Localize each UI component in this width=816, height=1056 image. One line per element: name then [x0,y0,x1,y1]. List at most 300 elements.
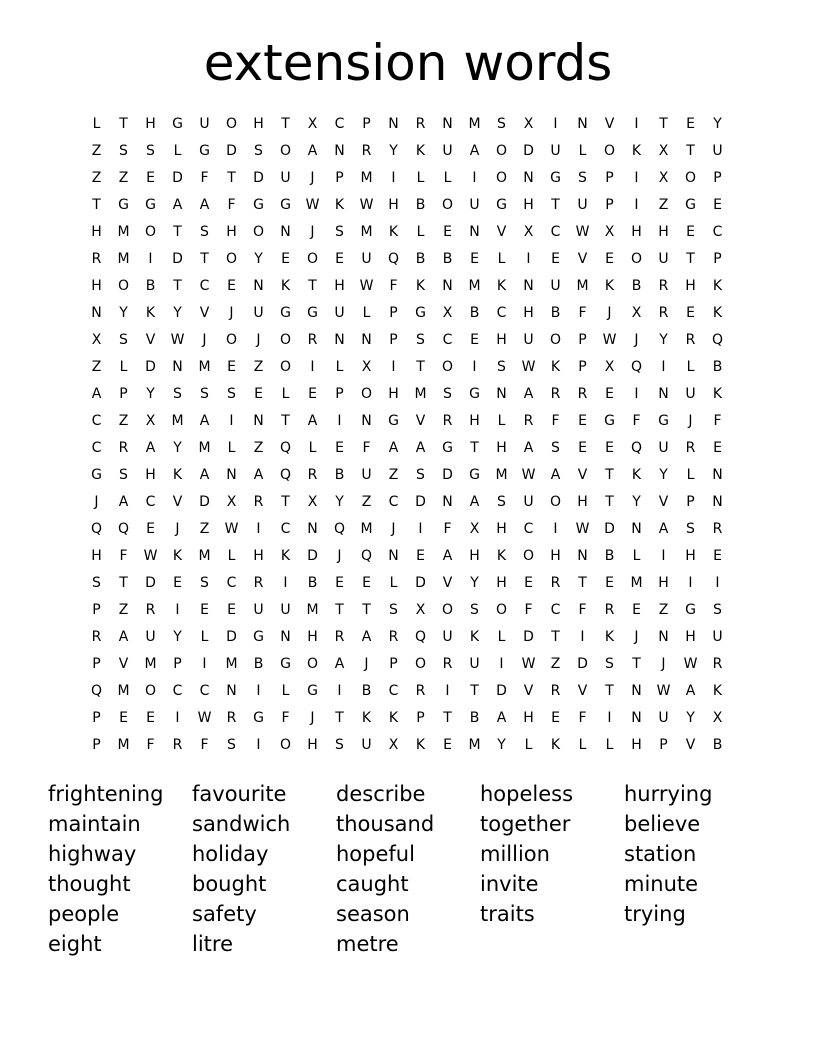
grid-letter: U [685,386,696,402]
grid-letter: L [335,359,344,375]
grid-letter: T [119,116,128,132]
grid-letter: L [605,737,614,753]
grid-letter: S [389,602,398,618]
grid-letter: R [577,386,588,402]
grid-letter: J [661,656,666,672]
word-list-item: bought [192,872,267,896]
grid-letter: T [173,224,182,240]
grid-letter: N [388,116,399,132]
grid-row [83,300,731,327]
grid-letter: G [280,305,291,321]
grid-letter: U [253,305,264,321]
grid-letter: L [497,251,506,267]
grid-letter: J [634,332,639,348]
grid-letter: L [497,413,506,429]
grid-letter: M [171,413,184,429]
grid-letter: X [658,170,669,186]
word-list-item: maintain [48,812,141,836]
grid-letter: G [145,197,156,213]
grid-letter: P [389,656,398,672]
word-list-item: eight [48,932,102,956]
grid-letter: F [443,521,452,537]
grid-letter: I [661,359,666,375]
grid-letter: O [225,251,238,267]
grid-letter: O [441,197,454,213]
grid-letter: C [145,494,156,510]
grid-letter: T [605,494,614,510]
grid-letter: D [523,143,534,159]
grid-letter: R [307,332,318,348]
grid-letter: N [361,332,372,348]
grid-letter: M [117,251,130,267]
word-list-item: station [624,842,697,866]
grid-letter: S [119,467,128,483]
grid-letter: M [117,224,130,240]
grid-letter: W [521,656,536,672]
word-list-item: traits [480,902,535,926]
grid-letter: L [173,143,182,159]
grid-letter: E [470,251,479,267]
word-list-item: season [336,902,410,926]
grid-letter: Q [90,683,103,699]
grid-letter: X [658,143,669,159]
grid-letter: A [523,440,534,456]
grid-letter: G [118,197,129,213]
page-title: extension words [203,34,613,92]
grid-row [83,408,731,435]
grid-letter: D [496,683,507,699]
grid-letter: I [202,656,207,672]
grid-letter: U [280,170,291,186]
grid-letter: Y [173,440,182,456]
grid-letter: F [713,413,722,429]
grid-letter: J [634,629,639,645]
grid-letter: I [553,521,558,537]
grid-letter: M [468,116,481,132]
grid-letter: F [632,413,641,429]
grid-letter: K [604,629,615,645]
grid-letter: E [551,710,560,726]
grid-letter: H [91,224,102,240]
grid-letter: N [334,143,345,159]
grid-letter: T [362,602,371,618]
word-list-item: hopeless [480,782,574,806]
grid-letter: S [497,494,506,510]
grid-letter: W [575,224,590,240]
grid-letter: T [281,413,290,429]
grid-letter: H [631,224,642,240]
word-list-item: metre [336,932,399,956]
grid-letter: Q [414,629,427,645]
grid-letter: V [118,656,129,672]
grid-letter: U [523,332,534,348]
grid-letter: W [170,332,185,348]
grid-letter: S [119,143,128,159]
grid-letter: B [604,548,615,564]
grid-letter: I [337,683,342,699]
grid-letter: Z [253,359,264,375]
grid-letter: E [254,386,263,402]
grid-letter: G [199,143,210,159]
grid-letter: E [200,602,209,618]
grid-letter: R [361,143,372,159]
grid-row [83,381,731,408]
grid-letter: E [281,251,290,267]
grid-letter: L [686,359,695,375]
grid-letter: I [175,602,180,618]
grid-letter: D [523,629,534,645]
grid-letter: L [200,629,209,645]
grid-letter: H [91,278,102,294]
grid-letter: E [578,413,587,429]
grid-letter: B [334,467,345,483]
grid-letter: H [388,197,399,213]
grid-row [83,219,731,246]
grid-letter: V [685,737,696,753]
grid-letter: K [415,278,426,294]
grid-letter: M [630,575,643,591]
grid-letter: L [119,359,128,375]
grid-letter: K [280,278,291,294]
grid-letter: H [523,197,534,213]
word-list-item: hurrying [624,782,713,806]
grid-letter: S [605,656,614,672]
grid-letter: S [200,224,209,240]
grid-letter: I [229,413,234,429]
grid-letter: E [335,251,344,267]
grid-letter: X [307,116,318,132]
grid-letter: N [442,116,453,132]
grid-letter: K [496,278,507,294]
grid-letter: P [173,656,182,672]
grid-letter: U [550,143,561,159]
grid-letter: E [173,575,182,591]
grid-letter: B [469,305,480,321]
grid-letter: C [496,305,507,321]
grid-letter: X [631,305,642,321]
grid-letter: M [198,359,211,375]
grid-letter: O [279,332,292,348]
grid-row [83,678,731,705]
grid-letter: U [658,710,669,726]
grid-letter: S [200,575,209,591]
word-list-item: people [48,902,120,926]
word-list-item: minute [624,872,699,896]
grid-letter: H [469,548,480,564]
grid-letter: P [605,170,614,186]
grid-letter: E [335,440,344,456]
word-list-item: sandwich [192,812,291,836]
grid-letter: T [335,710,344,726]
grid-letter: N [91,305,102,321]
grid-letter: V [496,224,507,240]
grid-letter: Q [387,251,400,267]
grid-letter: L [416,224,425,240]
grid-letter: I [634,386,639,402]
grid-letter: E [524,575,533,591]
grid-letter: K [361,710,372,726]
grid-letter: U [577,197,588,213]
grid-letter: Z [118,602,129,618]
grid-letter: H [658,224,669,240]
grid-letter: I [175,710,180,726]
grid-letter: Q [279,440,292,456]
grid-letter: T [605,467,614,483]
grid-letter: N [334,332,345,348]
grid-letter: N [361,413,372,429]
grid-letter: Y [335,494,344,510]
grid-letter: D [415,575,426,591]
grid-letter: J [229,305,234,321]
grid-letter: R [415,683,426,699]
grid-row [83,165,731,192]
grid-letter: N [226,467,237,483]
grid-letter: E [146,521,155,537]
grid-letter: A [91,386,102,402]
grid-letter: I [634,116,639,132]
grid-letter: S [416,332,425,348]
grid-letter: E [416,548,425,564]
grid-letter: S [227,737,236,753]
grid-letter: T [470,683,479,699]
grid-letter: U [253,602,264,618]
grid-letter: R [523,413,534,429]
grid-letter: X [388,737,399,753]
grid-letter: E [686,116,695,132]
grid-letter: B [361,683,372,699]
word-list [48,779,768,959]
grid-letter: I [526,251,531,267]
grid-letter: K [334,197,345,213]
grid-letter: T [416,359,425,375]
grid-letter: N [577,116,588,132]
grid-letter: W [602,332,617,348]
grid-letter: L [524,737,533,753]
grid-letter: G [253,197,264,213]
grid-letter: S [227,386,236,402]
grid-letter: T [281,116,290,132]
grid-letter: A [253,467,264,483]
grid-letter: H [631,737,642,753]
grid-letter: E [686,305,695,321]
grid-letter: U [550,278,561,294]
grid-letter: F [119,548,128,564]
grid-letter: H [496,332,507,348]
grid-letter: M [306,602,319,618]
grid-letter: A [550,467,561,483]
grid-letter: Y [632,494,641,510]
grid-letter: Z [550,656,561,672]
grid-letter: D [253,170,264,186]
grid-letter: K [712,305,723,321]
grid-letter: K [712,278,723,294]
grid-letter: O [117,278,130,294]
grid-letter: D [226,629,237,645]
grid-letter: H [145,116,156,132]
grid-letter: X [415,602,426,618]
grid-letter: E [308,386,317,402]
grid-letter: N [253,278,264,294]
grid-letter: F [578,305,587,321]
grid-letter: N [658,386,669,402]
grid-letter: M [117,683,130,699]
grid-letter: R [334,629,345,645]
grid-letter: T [173,278,182,294]
grid-letter: G [496,197,507,213]
grid-letter: E [146,170,155,186]
grid-row [83,246,731,273]
grid-letter: T [227,170,236,186]
grid-letter: T [119,575,128,591]
grid-letter: H [496,575,507,591]
grid-letter: W [224,521,239,537]
grid-letter: I [472,170,477,186]
grid-letter: C [226,575,237,591]
grid-letter: H [685,629,696,645]
grid-letter: Z [91,359,102,375]
grid-letter: R [172,737,183,753]
grid-letter: R [658,278,669,294]
grid-letter: P [92,737,101,753]
grid-letter: F [362,440,371,456]
grid-letter: Y [146,386,155,402]
grid-letter: L [497,629,506,645]
grid-letter: R [550,575,561,591]
grid-letter: P [416,710,425,726]
grid-letter: L [92,116,101,132]
grid-letter: X [604,359,615,375]
word-list-item: thousand [336,812,435,836]
grid-letter: D [604,521,615,537]
grid-letter: Y [119,305,128,321]
grid-letter: D [577,656,588,672]
grid-letter: A [415,440,426,456]
grid-letter: J [256,332,261,348]
grid-row [83,570,731,597]
word-list-item: thought [48,872,131,896]
grid-letter: O [279,143,292,159]
grid-letter: R [442,656,453,672]
grid-letter: E [443,737,452,753]
grid-letter: L [281,386,290,402]
grid-letter: S [497,116,506,132]
grid-letter: S [497,359,506,375]
grid-letter: Y [713,116,722,132]
grid-letter: X [604,224,615,240]
grid-letter: H [685,548,696,564]
grid-letter: H [307,737,318,753]
grid-letter: B [415,251,426,267]
grid-letter: S [200,386,209,402]
word-list-item: describe [336,782,426,806]
grid-letter: L [362,305,371,321]
grid-letter: O [279,737,292,753]
grid-letter: N [577,548,588,564]
grid-letter: J [310,224,315,240]
grid-letter: Y [497,737,506,753]
grid-letter: F [389,278,398,294]
grid-letter: M [117,737,130,753]
grid-letter: Y [659,467,668,483]
grid-letter: E [227,278,236,294]
grid-letter: T [200,251,209,267]
grid-letter: D [172,251,183,267]
grid-letter: K [496,548,507,564]
grid-letter: F [578,710,587,726]
grid-letter: B [307,575,318,591]
grid-letter: R [685,332,696,348]
grid-letter: D [145,575,156,591]
grid-letter: O [441,359,454,375]
grid-letter: M [468,737,481,753]
grid-letter: J [391,521,396,537]
grid-letter: K [415,737,426,753]
grid-letter: S [443,386,452,402]
grid-letter: H [253,116,264,132]
grid-letter: R [388,629,399,645]
grid-letter: T [92,197,101,213]
grid-letter: Q [279,467,292,483]
grid-letter: P [335,170,344,186]
grid-letter: O [522,548,535,564]
grid-letter: E [227,359,236,375]
grid-letter: G [91,467,102,483]
grid-letter: X [361,359,372,375]
grid-row [83,462,731,489]
grid-letter: P [686,494,695,510]
grid-letter: D [226,143,237,159]
grid-letter: U [442,629,453,645]
grid-letter: O [630,251,643,267]
grid-letter: N [631,521,642,537]
grid-letter: X [442,305,453,321]
grid-letter: R [253,575,264,591]
grid-letter: L [443,170,452,186]
grid-letter: D [415,494,426,510]
grid-letter: Z [118,413,129,429]
grid-letter: G [469,467,480,483]
grid-letter: U [361,737,372,753]
grid-letter: S [713,602,722,618]
grid-letter: O [306,656,319,672]
grid-letter: C [523,521,534,537]
grid-row [83,327,731,354]
grid-letter: K [631,143,642,159]
word-list-column [624,779,768,959]
grid-letter: I [148,251,153,267]
grid-letter: I [688,575,693,591]
word-list-column [192,779,336,959]
grid-letter: H [523,710,534,726]
grid-letter: S [173,386,182,402]
grid-letter: P [92,602,101,618]
grid-letter: W [359,197,374,213]
grid-letter: N [631,683,642,699]
grid-letter: A [361,629,372,645]
grid-letter: S [119,332,128,348]
grid-letter: T [632,656,641,672]
grid-row [83,111,731,138]
grid-letter: K [388,710,399,726]
grid-letter: T [335,602,344,618]
grid-letter: R [604,602,615,618]
grid-letter: T [605,683,614,699]
grid-row [83,651,731,678]
grid-letter: R [415,116,426,132]
grid-letter: G [469,386,480,402]
grid-letter: T [281,494,290,510]
grid-letter: U [658,251,669,267]
